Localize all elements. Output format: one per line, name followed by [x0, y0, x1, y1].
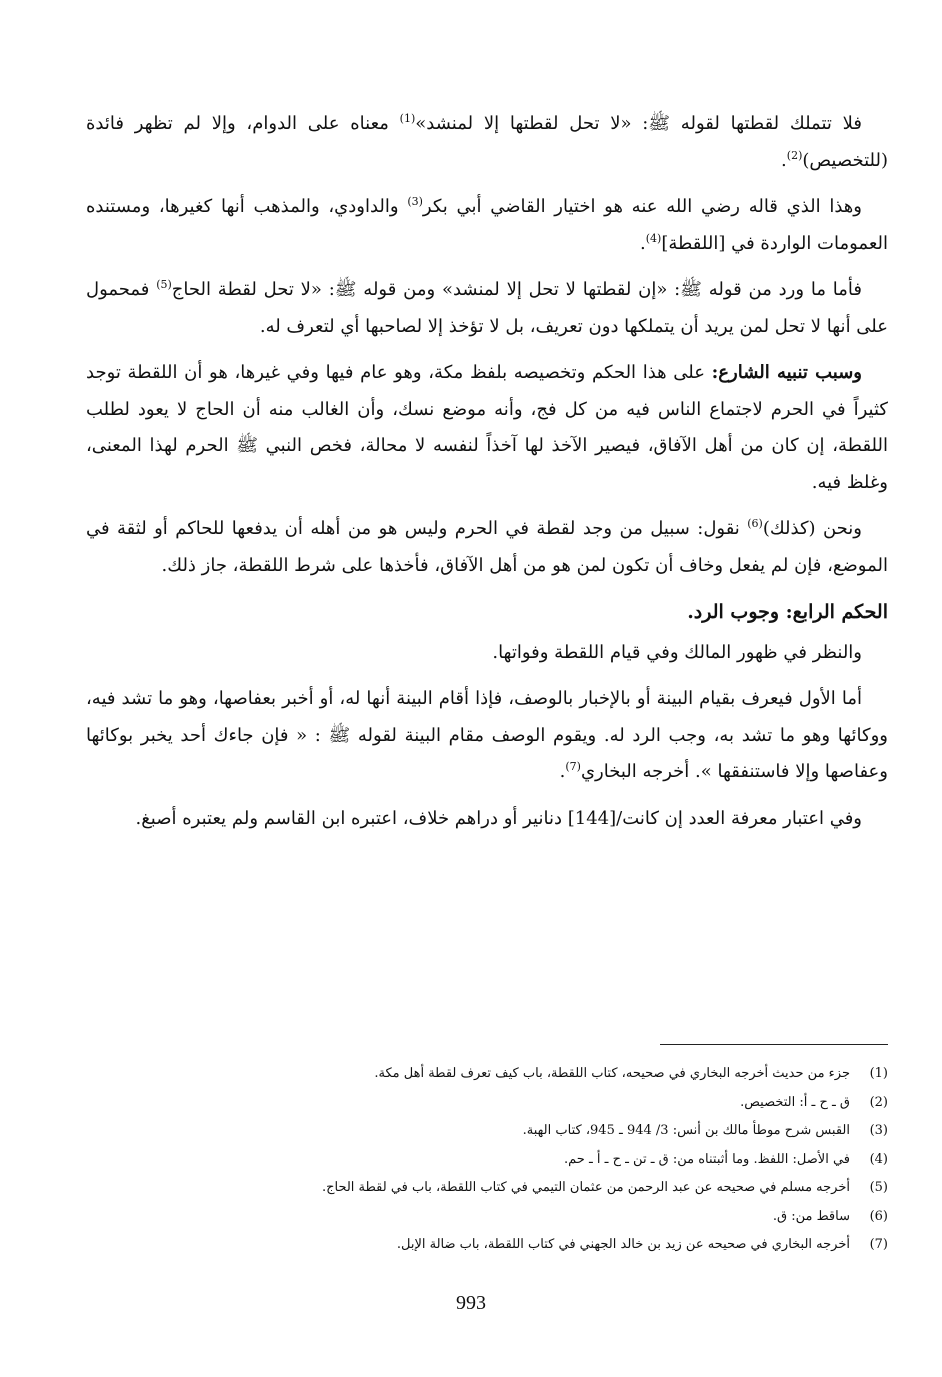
footnote-text: في الأصل: اللفظ. وما أثبتناه من: ق ـ تن ـ ح ـ أ ـ حم.	[564, 1151, 850, 1167]
footnote-ref-7[interactable]: (7)	[565, 760, 581, 773]
footnote-ref-3[interactable]: (3)	[407, 195, 423, 208]
footnote-ref-5[interactable]: (5)	[156, 278, 172, 291]
footnote-text: ساقط من: ق.	[772, 1208, 850, 1224]
footnote-ref-4[interactable]: (4)	[645, 231, 662, 245]
text-run: وفي اعتبار معرفة العدد إن كانت/[144] دنانير أو دراهم خلاف، اعتبره ابن القاسم ولم يعتبره أصبغ.	[135, 807, 862, 829]
paragraph-1	[86, 106, 888, 179]
footnote-text: أخرجه مسلم في صحيحه عن عبد الرحمن من عثمان التيمي في كتاب اللقطة، باب في لقطة الحاج.	[321, 1180, 850, 1195]
footnote-item	[86, 1174, 888, 1203]
paragraph-6	[86, 635, 888, 672]
footnotes	[86, 1060, 888, 1260]
paragraph-7	[86, 681, 888, 791]
body-text	[86, 106, 888, 847]
footnote-number: (4)	[869, 1151, 888, 1167]
text-run: فمحمول على أنها لا تحل لمن يريد أن يتملكها دون تعريف، بل لا تؤخذ إلا لصاحبها أي لتعرف له.	[86, 279, 888, 337]
text-run: والداودي، والمذهب أنها كغيرها، ومستنده العمومات الواردة في [اللقطة]	[86, 196, 888, 254]
text-run: .	[559, 761, 566, 782]
text-run: ونحن (كذلك)	[762, 518, 863, 539]
footnote-text: ق ـ ح ـ أ: التخصيص.	[740, 1094, 850, 1110]
paragraph-5	[86, 511, 888, 584]
paragraph-4	[86, 355, 888, 501]
footnote-number: (1)	[869, 1066, 888, 1081]
paragraph-8	[86, 801, 888, 838]
footnote-number: (3)	[869, 1123, 888, 1138]
text-run: فلا تتملك لقطتها لقوله ﷺ: «لا تحل لقطتها إلا لمنشد»	[415, 113, 862, 134]
footnote-separator	[660, 1044, 888, 1045]
footnote-number: (7)	[869, 1237, 888, 1252]
text-run: وهذا الذي قاله رضي الله عنه هو اختيار القاضي أبي بكر	[422, 196, 862, 217]
footnote-item	[86, 1117, 888, 1146]
text-run: والنظر في ظهور المالك وفي قيام اللقطة وفواتها.	[492, 641, 862, 663]
footnote-ref-2[interactable]: (2)	[786, 148, 803, 162]
footnote-text: القبس شرح موطأ مالك بن أنس: 3/ 944 ـ 945، كتاب الهبة.	[522, 1123, 850, 1138]
footnote-item	[86, 1060, 888, 1089]
text-run: أما الأول فيعرف بقيام البينة أو بالإخبار بالوصف، فإذا أقام البينة أنها له، أو أخبر بعفاصها، وهو ما تشد فيه، ووكائها وهو ما تشد به، وجب الرد له. ويقوم الوصف مقام البينة لقوله ﷺ : « فإن جاءك أحد يخبر بوكائها وعفاصها وإلا فاستنفقها ». أخرجه البخاري	[86, 688, 888, 782]
footnote-text: جزء من حديث أخرجه البخاري في صحيحه، كتاب اللقطة، باب كيف تعرف لقطة أهل مكة.	[374, 1066, 850, 1081]
text-run: فأما ما ورد من قوله ﷺ: «إن لقطتها لا تحل إلا لمنشد» ومن قوله ﷺ: «لا تحل لقطة الحاج	[171, 279, 862, 300]
text-run: معناه على الدوام، وإلا لم تظهر فائدة (للتخصيص)	[86, 113, 888, 171]
bold-lead: وسبب تنبيه الشارع:	[711, 362, 862, 383]
paragraph-2	[86, 189, 888, 262]
footnote-text: أخرجه البخاري في صحيحه عن زيد بن خالد الجهني في كتاب اللقطة، باب ضالة الإبل.	[396, 1237, 850, 1252]
paragraph-3	[86, 272, 888, 345]
footnote-ref-1[interactable]: (1)	[399, 112, 416, 125]
footnote-item	[86, 1146, 888, 1175]
text-run: نقول: سبيل من وجد لقطة في الحرم وليس هو من أهله أن يدفعها للحاكم أو لثقة في الموضع، فإن لم يفعل وخاف أن تكون لمن هو من أهل الآفاق، فأخذها على شرط اللقطة، جاز ذلك.	[86, 518, 888, 576]
footnote-number: (6)	[869, 1208, 888, 1224]
text-run: .	[781, 149, 787, 171]
page-number: 993	[456, 1292, 486, 1314]
text-run: .	[640, 232, 646, 254]
footnote-item	[86, 1231, 888, 1260]
section-heading: الحكم الرابع: وجوب الرد.	[687, 601, 888, 623]
footnote-number: (2)	[869, 1094, 888, 1110]
footnote-item	[86, 1203, 888, 1232]
footnote-item	[86, 1089, 888, 1118]
text-run: على هذا الحكم وتخصيصه بلفظ مكة، وهو عام فيها وفي غيرها، هو أن اللقطة توجد كثيراً في الحرم لاجتماع الناس فيه من كل فج، وأنه موضع نسك، وأن الغالب منه أن الحاج لا يعود لطلب اللقطة، إن كان من أهل الآفاق، فيصير الآخذ لها آخذاً لنفسه لا محالة، فخص النبي ﷺ الحرم لهذا المعنى، وغلظ فيه.	[86, 362, 888, 493]
footnote-ref-6[interactable]: (6)	[747, 517, 763, 530]
footnote-number: (5)	[869, 1180, 888, 1195]
